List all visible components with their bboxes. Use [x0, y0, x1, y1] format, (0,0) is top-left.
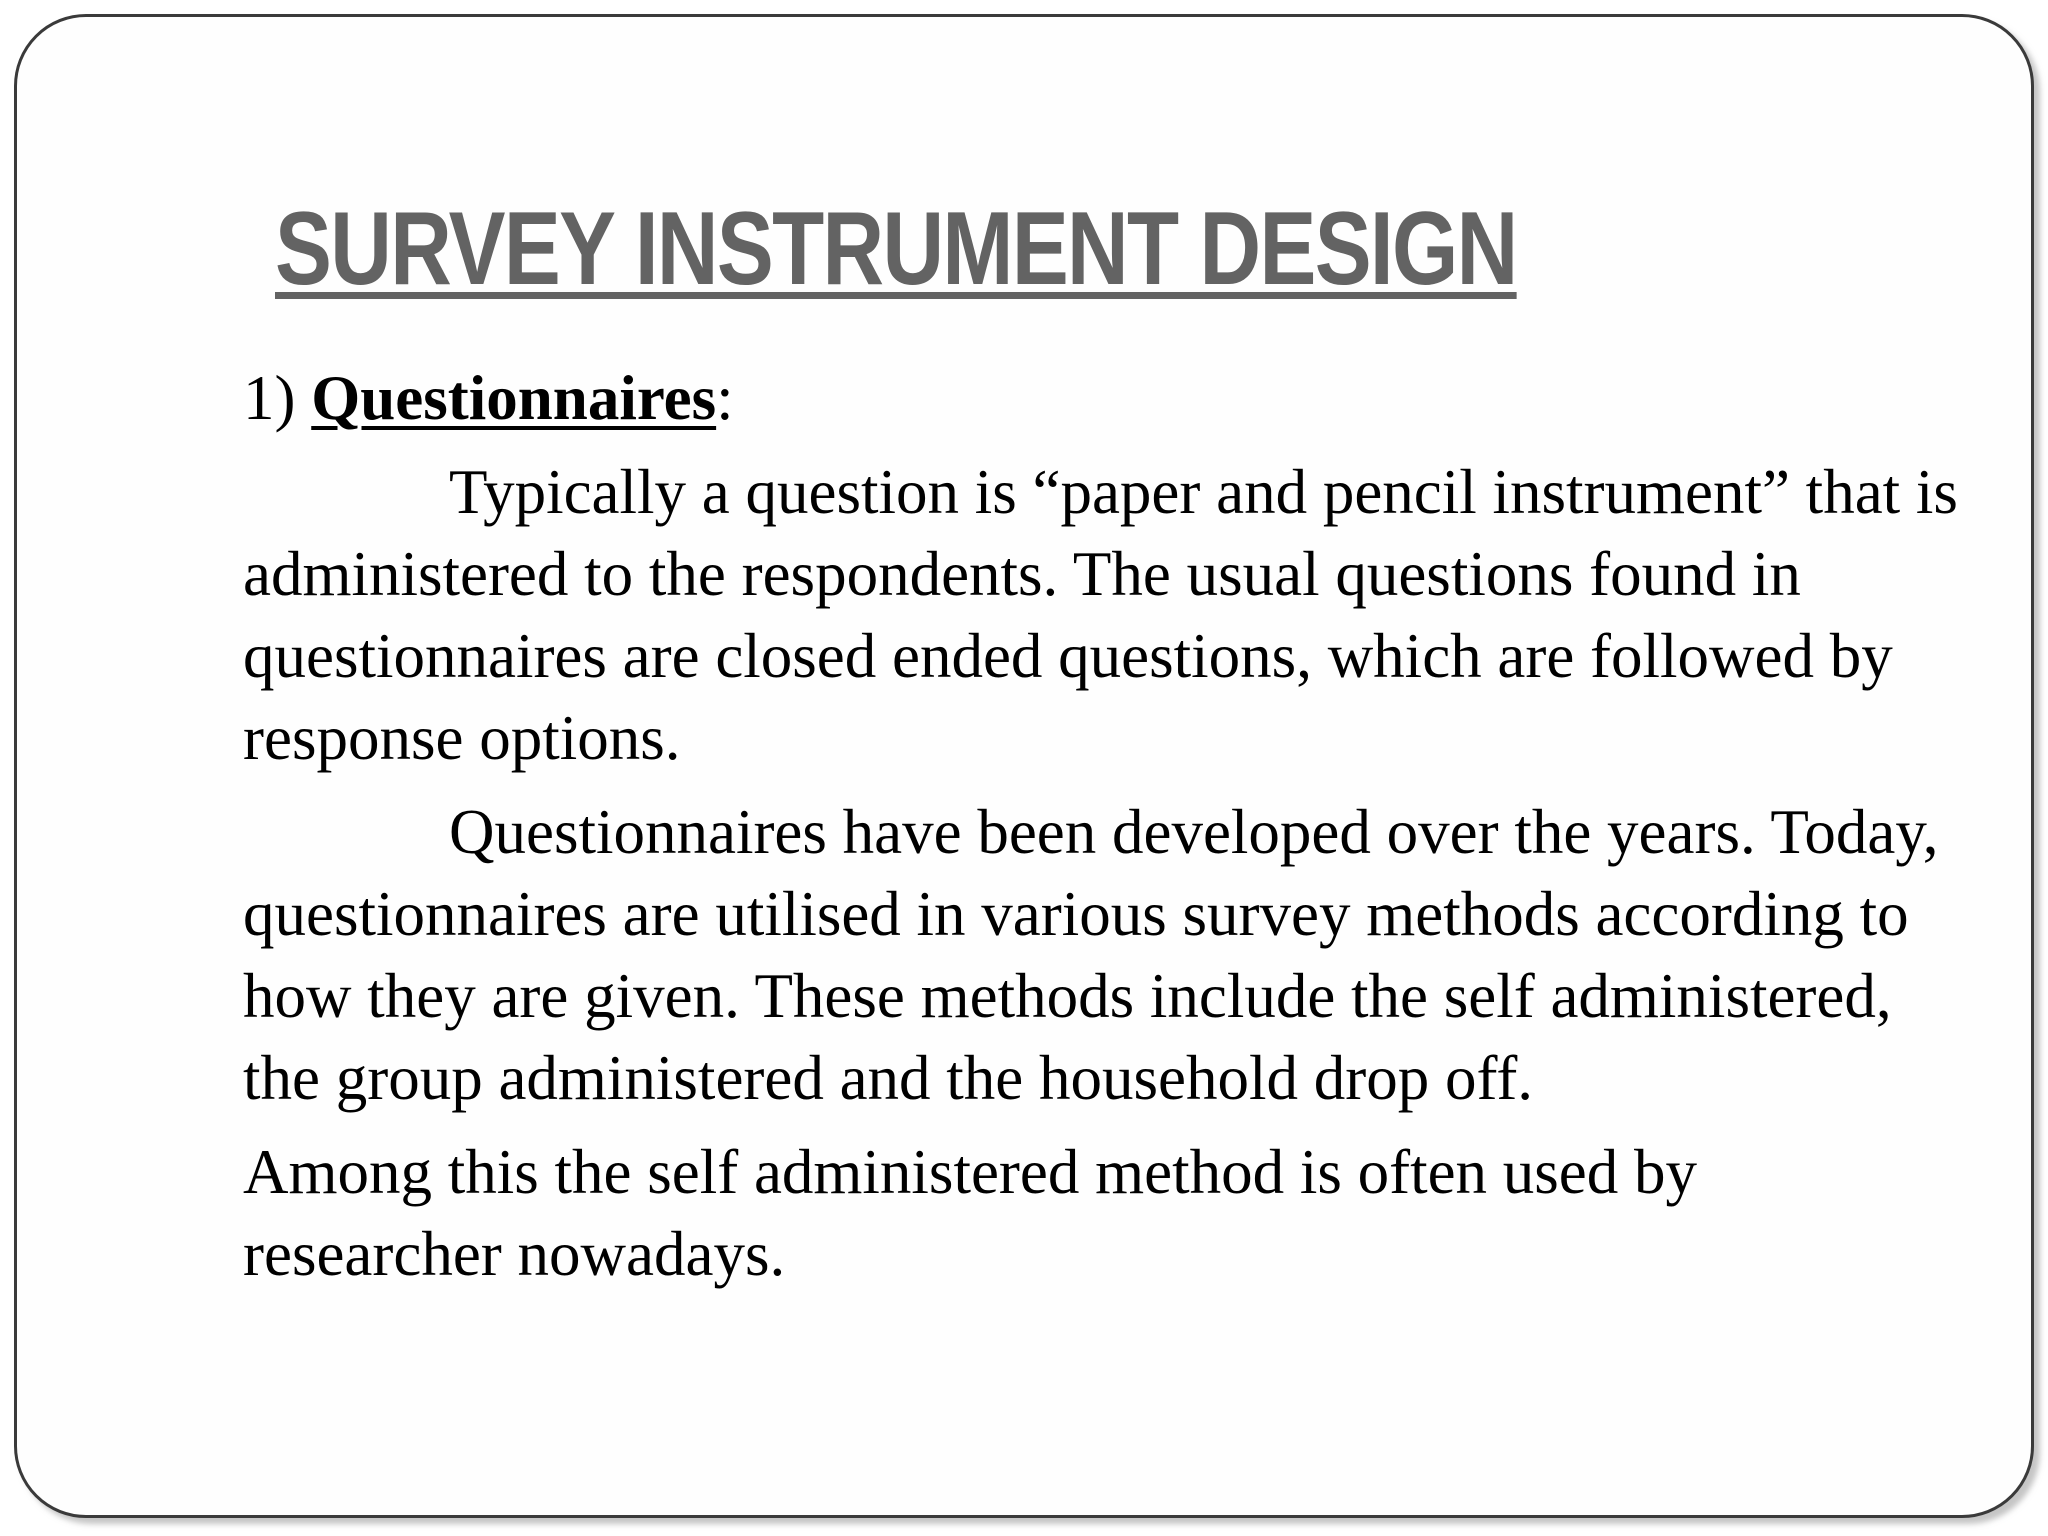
paragraph-text: Typically a question is “paper and pencil instrument” that is administered to the respondents. The usual questions found in questionnaires are closed ended questions, which are followed by response options.	[243, 457, 1958, 773]
paragraph-typical-question	[243, 451, 1963, 779]
slide-body	[243, 357, 1963, 1295]
slide-frame	[14, 14, 2034, 1518]
section-heading	[243, 357, 1963, 439]
section-colon: :	[716, 363, 734, 433]
paragraph-development	[243, 791, 1963, 1119]
paragraph-text: Among this the self administered method is often used by researcher nowadays.	[243, 1137, 1698, 1289]
section-number: 1)	[243, 363, 296, 433]
section-term: Questionnaires	[311, 363, 717, 433]
paragraph-text: Questionnaires have been developed over the years. Today, questionnaires are utilised in various survey methods according to how they are given. These methods include the self administered, the group administered and the household drop off.	[243, 797, 1939, 1113]
slide-title: SURVEY INSTRUMENT DESIGN	[275, 191, 1517, 307]
paragraph-self-administered	[243, 1131, 1963, 1295]
